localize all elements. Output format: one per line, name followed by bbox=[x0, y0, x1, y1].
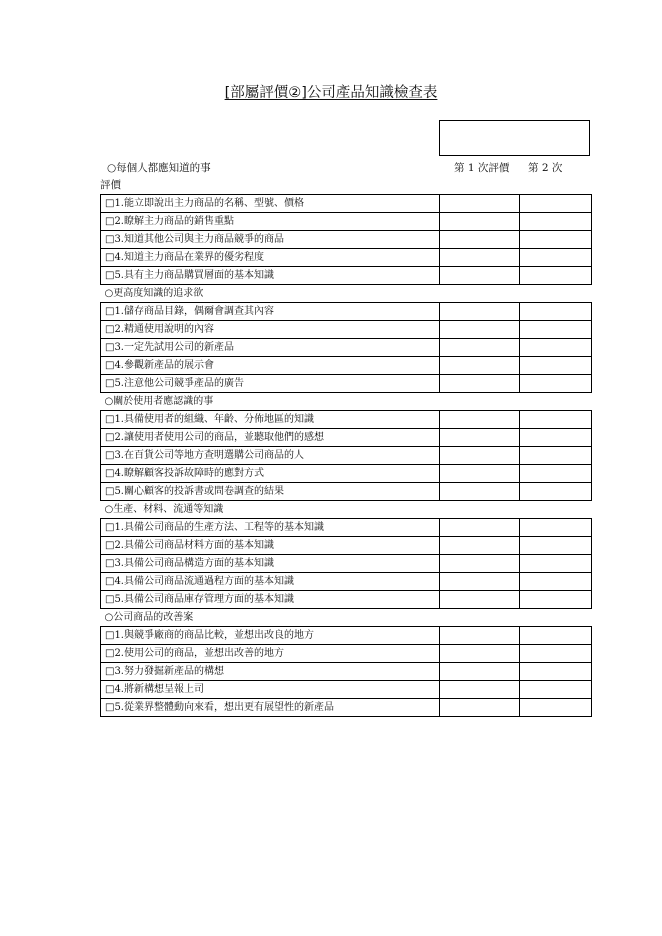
section-heading: ○關於使用者應認識的事 bbox=[101, 393, 592, 411]
checklist-row bbox=[101, 663, 592, 681]
section-heading: ○生產、材料、流通等知識 bbox=[101, 501, 592, 519]
checklist-row bbox=[101, 249, 592, 267]
first-evaluation-header: 第 1 次評價 bbox=[454, 162, 510, 174]
checklist-item-text: □5.注意他公司競爭產品的廣告 bbox=[101, 375, 440, 393]
checklist-row bbox=[101, 627, 592, 645]
second-evaluation-cell[interactable] bbox=[520, 681, 592, 699]
first-evaluation-cell[interactable] bbox=[440, 627, 520, 645]
first-evaluation-cell[interactable] bbox=[440, 267, 520, 285]
first-evaluation-cell[interactable] bbox=[440, 213, 520, 231]
second-evaluation-cell[interactable] bbox=[520, 663, 592, 681]
second-evaluation-cell[interactable] bbox=[520, 213, 592, 231]
checklist-row bbox=[101, 519, 592, 537]
second-evaluation-cell[interactable] bbox=[520, 303, 592, 321]
first-evaluation-cell[interactable] bbox=[440, 537, 520, 555]
second-evaluation-cell[interactable] bbox=[520, 537, 592, 555]
checklist-item-text: □5.從業界整體動向來看，想出更有展望性的新產品 bbox=[101, 699, 440, 717]
checklist-table bbox=[100, 194, 592, 717]
checklist-item-text: □5.具備公司商品庫存管理方面的基本知識 bbox=[101, 591, 440, 609]
checklist-row bbox=[101, 321, 592, 339]
first-evaluation-cell[interactable] bbox=[440, 375, 520, 393]
checklist-row bbox=[101, 699, 592, 717]
second-evaluation-cell[interactable] bbox=[520, 429, 592, 447]
checklist-item-text: □2.瞭解主力商品的銷售重點 bbox=[101, 213, 440, 231]
section-heading-row bbox=[101, 609, 592, 627]
first-evaluation-cell[interactable] bbox=[440, 645, 520, 663]
first-evaluation-cell[interactable] bbox=[440, 591, 520, 609]
first-evaluation-cell[interactable] bbox=[440, 519, 520, 537]
checklist-item-text: □4.知道主力商品在業界的優劣程度 bbox=[101, 249, 440, 267]
second-evaluation-cell[interactable] bbox=[520, 357, 592, 375]
intro-line: ○每個人都應知道的事 bbox=[107, 162, 211, 174]
checklist-item-text: □5.具有主力商品購買層面的基本知識 bbox=[101, 267, 440, 285]
checklist-row bbox=[101, 375, 592, 393]
second-evaluation-cell[interactable] bbox=[520, 699, 592, 717]
first-evaluation-cell[interactable] bbox=[440, 681, 520, 699]
checklist-item-text: □2.使用公司的商品，並想出改善的地方 bbox=[101, 645, 440, 663]
checklist-row bbox=[101, 591, 592, 609]
checklist-item-text: □3.在百貨公司等地方查明選購公司商品的人 bbox=[101, 447, 440, 465]
checklist-item-text: □1.具備使用者的組織、年齡、分佈地區的知識 bbox=[101, 411, 440, 429]
first-evaluation-cell[interactable] bbox=[440, 465, 520, 483]
second-evaluation-cell[interactable] bbox=[520, 591, 592, 609]
checklist-item-text: □1.儲存商品目錄，偶爾會調查其內容 bbox=[101, 303, 440, 321]
second-evaluation-cell[interactable] bbox=[520, 555, 592, 573]
first-evaluation-cell[interactable] bbox=[440, 321, 520, 339]
section-heading-row bbox=[101, 501, 592, 519]
section-heading: ○更高度知識的追求欲 bbox=[101, 285, 592, 303]
first-evaluation-cell[interactable] bbox=[440, 411, 520, 429]
checklist-row bbox=[101, 573, 592, 591]
checklist-row bbox=[101, 267, 592, 285]
checklist-row bbox=[101, 645, 592, 663]
stamp-box bbox=[439, 120, 590, 156]
first-evaluation-cell[interactable] bbox=[440, 339, 520, 357]
second-evaluation-cell[interactable] bbox=[520, 375, 592, 393]
section-heading: ○公司商品的改善案 bbox=[101, 609, 592, 627]
checklist-item-text: □2.讓使用者使用公司的商品，並聽取他們的感想 bbox=[101, 429, 440, 447]
second-evaluation-cell[interactable] bbox=[520, 447, 592, 465]
checklist-row bbox=[101, 465, 592, 483]
second-evaluation-cell[interactable] bbox=[520, 645, 592, 663]
checklist-row bbox=[101, 429, 592, 447]
checklist-item-text: □1.與競爭廠商的商品比較，並想出改良的地方 bbox=[101, 627, 440, 645]
checklist-row bbox=[101, 303, 592, 321]
first-evaluation-cell[interactable] bbox=[440, 699, 520, 717]
first-evaluation-cell[interactable] bbox=[440, 555, 520, 573]
checklist-item-text: □3.具備公司商品構造方面的基本知識 bbox=[101, 555, 440, 573]
first-evaluation-cell[interactable] bbox=[440, 231, 520, 249]
first-evaluation-cell[interactable] bbox=[440, 663, 520, 681]
checklist-item-text: □2.具備公司商品材料方面的基本知識 bbox=[101, 537, 440, 555]
first-evaluation-cell[interactable] bbox=[440, 573, 520, 591]
second-evaluation-cell[interactable] bbox=[520, 195, 592, 213]
checklist-item-text: □2.精通使用說明的內容 bbox=[101, 321, 440, 339]
second-evaluation-cell[interactable] bbox=[520, 627, 592, 645]
first-evaluation-cell[interactable] bbox=[440, 483, 520, 501]
checklist-row bbox=[101, 537, 592, 555]
second-evaluation-cell[interactable] bbox=[520, 519, 592, 537]
checklist-row bbox=[101, 213, 592, 231]
evaluation-label: 評價 bbox=[100, 179, 121, 191]
checklist-row bbox=[101, 195, 592, 213]
first-evaluation-cell[interactable] bbox=[440, 447, 520, 465]
page-title: [部屬評價②]公司產品知識檢查表 bbox=[224, 85, 438, 101]
checklist-row bbox=[101, 231, 592, 249]
checklist-item-text: □5.關心顧客的投訴書或問卷調查的結果 bbox=[101, 483, 440, 501]
second-evaluation-cell[interactable] bbox=[520, 231, 592, 249]
checklist-item-text: □1.能立即說出主力商品的名稱、型號、價格 bbox=[101, 195, 440, 213]
second-evaluation-cell[interactable] bbox=[520, 411, 592, 429]
checklist-item-text: □4.參觀新產品的展示會 bbox=[101, 357, 440, 375]
checklist-item-text: □3.努力發掘新產品的構想 bbox=[101, 663, 440, 681]
first-evaluation-cell[interactable] bbox=[440, 429, 520, 447]
second-evaluation-cell[interactable] bbox=[520, 249, 592, 267]
section-heading-row bbox=[101, 393, 592, 411]
section-heading-row bbox=[101, 285, 592, 303]
checklist-item-text: □4.瞭解顧客投訴故障時的應對方式 bbox=[101, 465, 440, 483]
second-evaluation-cell[interactable] bbox=[520, 267, 592, 285]
checklist-item-text: □3.知道其他公司與主力商品競爭的商品 bbox=[101, 231, 440, 249]
checklist-row bbox=[101, 555, 592, 573]
first-evaluation-cell[interactable] bbox=[440, 195, 520, 213]
checklist-item-text: □1.具備公司商品的生產方法、工程等的基本知識 bbox=[101, 519, 440, 537]
checklist-row bbox=[101, 483, 592, 501]
second-evaluation-cell[interactable] bbox=[520, 465, 592, 483]
second-evaluation-cell[interactable] bbox=[520, 483, 592, 501]
checklist-row bbox=[101, 357, 592, 375]
checklist-item-text: □3.一定先試用公司的新產品 bbox=[101, 339, 440, 357]
checklist-item-text: □4.將新構想呈報上司 bbox=[101, 681, 440, 699]
first-evaluation-cell[interactable] bbox=[440, 303, 520, 321]
checklist-row bbox=[101, 681, 592, 699]
first-evaluation-cell[interactable] bbox=[440, 357, 520, 375]
second-evaluation-header: 第 2 次 bbox=[528, 162, 563, 174]
checklist-row bbox=[101, 447, 592, 465]
checklist-row bbox=[101, 339, 592, 357]
checklist-item-text: □4.具備公司商品流通過程方面的基本知識 bbox=[101, 573, 440, 591]
second-evaluation-cell[interactable] bbox=[520, 339, 592, 357]
second-evaluation-cell[interactable] bbox=[520, 321, 592, 339]
second-evaluation-cell[interactable] bbox=[520, 573, 592, 591]
first-evaluation-cell[interactable] bbox=[440, 249, 520, 267]
checklist-row bbox=[101, 411, 592, 429]
